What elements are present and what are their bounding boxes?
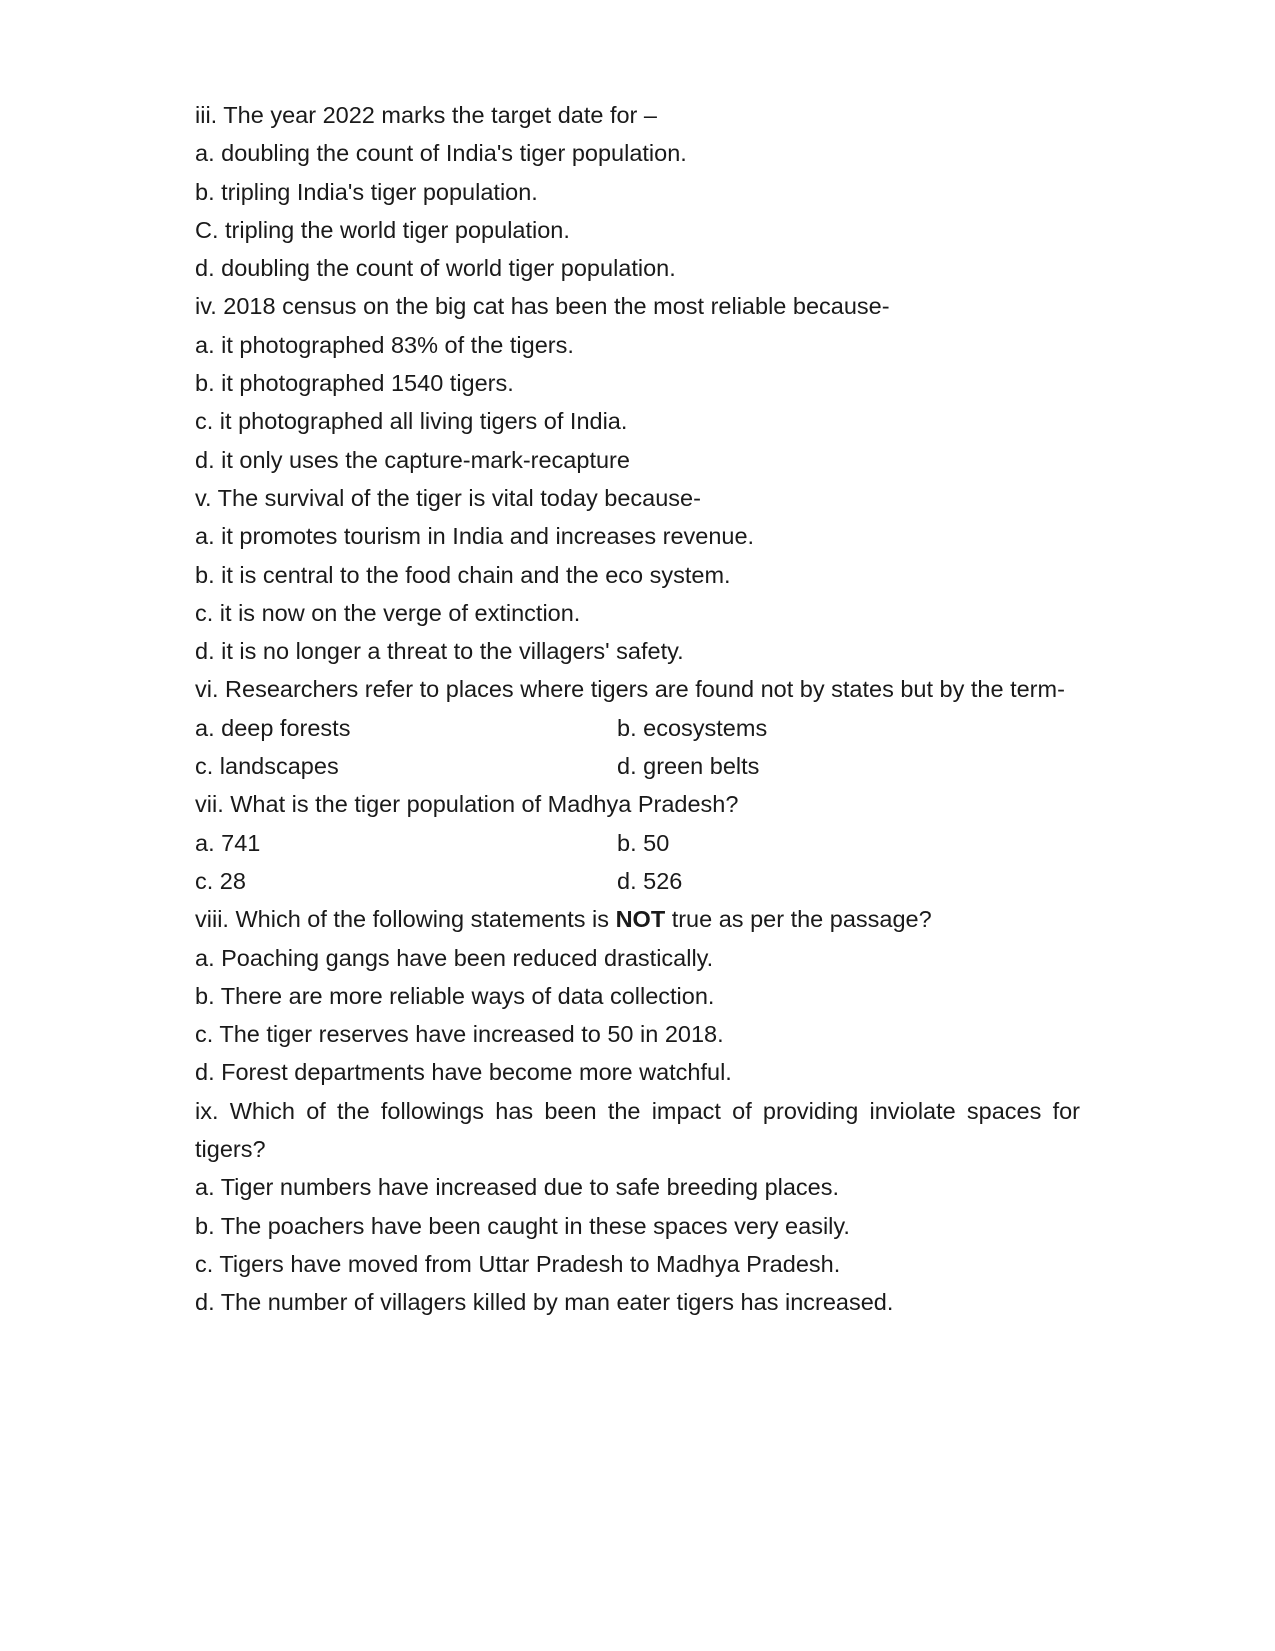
question-ix: ix. Which of the followings has been the impact of providing inviolate spaces for tigers? [195,1097,1080,1163]
question-viii-text-after: true as per the passage? [665,906,932,933]
question-vii: vii. What is the tiger population of Madhya Pradesh? [195,791,739,818]
question-ix-option-d: d. The number of villagers killed by man eater tigers has increased. [195,1289,894,1316]
question-iii: iii. The year 2022 marks the target date for – [195,102,657,128]
question-vii-option-c: c. 28 [195,867,246,894]
question-iv-option-c: c. it photographed all living tigers of India. [195,408,628,435]
question-iv-option-d: d. it only uses the capture-mark-recapture [195,446,630,473]
question-ix-option-b: b. The poachers have been caught in these spaces very easily. [195,1212,850,1239]
question-vi-option-d: d. green belts [617,753,760,780]
question-viii-emphasis: NOT [615,906,666,933]
question-viii [195,900,1080,938]
worksheet-page [195,96,1080,1322]
question-vi-option-c: c. landscapes [195,753,339,780]
question-v-option-b: b. it is central to the food chain and the eco system. [195,561,731,588]
question-ix-option-a: a. Tiger numbers have increased due to safe breeding places. [195,1174,840,1201]
question-iii-option-a: a. doubling the count of India's tiger population. [195,140,687,167]
question-iii-option-c: C. tripling the world tiger population. [195,216,570,243]
question-viii-option-a: a. Poaching gangs have been reduced drastically. [195,944,714,971]
question-iv-option-a: a. it photographed 83% of the tigers. [195,331,574,358]
question-iii-option-d: d. doubling the count of world tiger population. [195,255,676,282]
question-viii-option-b: b. There are more reliable ways of data collection. [195,982,715,1009]
question-vii-option-b: b. 50 [617,829,670,856]
question-iii-option-b: b. tripling India's tiger population. [195,178,538,205]
question-iv-option-b: b. it photographed 1540 tigers. [195,370,514,397]
question-vii-option-a: a. 741 [195,829,261,856]
question-vi-option-a: a. deep forests [195,714,351,741]
question-ix-option-c: c. Tigers have moved from Uttar Pradesh to Madhya Pradesh. [195,1250,841,1277]
question-vi-options [195,709,1080,786]
question-iv: iv. 2018 census on the big cat has been the most reliable because- [195,293,890,320]
question-viii-option-d: d. Forest departments have become more watchful. [195,1059,732,1086]
question-v-option-a: a. it promotes tourism in India and increases revenue. [195,523,755,550]
question-vi: vi. Researchers refer to places where tigers are found not by states but by the term- [195,676,1065,703]
question-v-option-d: d. it is no longer a threat to the villagers' safety. [195,638,684,665]
question-vii-options [195,824,1080,901]
question-v: v. The survival of the tiger is vital today because- [195,484,701,511]
question-viii-text-before: viii. Which of the following statements is [195,906,616,933]
question-v-option-c: c. it is now on the verge of extinction. [195,599,581,626]
question-vi-option-b: b. ecosystems [617,714,768,741]
question-vii-option-d: d. 526 [617,867,683,894]
question-viii-option-c: c. The tiger reserves have increased to 50 in 2018. [195,1021,724,1048]
